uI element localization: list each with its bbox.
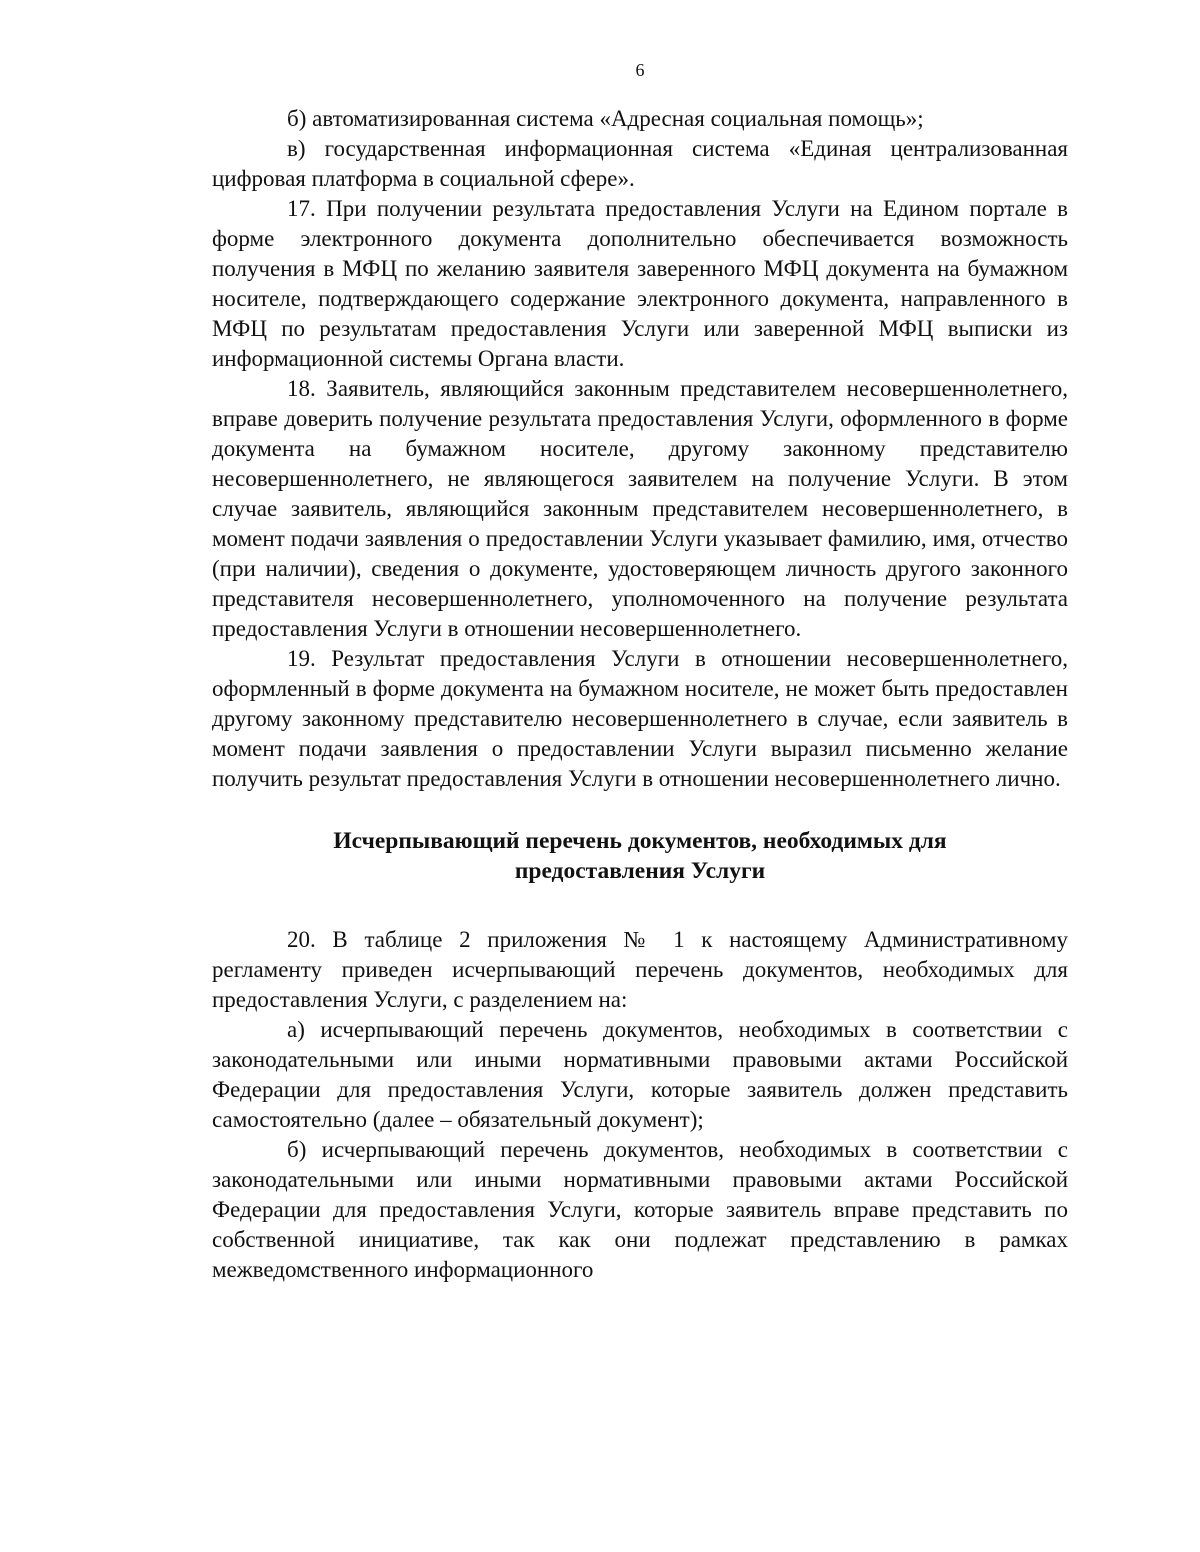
paragraph-18: 18. Заявитель, являющийся законным представителем несовершеннолетнего, вправе доверить получение результата предоставления Услуги, оформленного в форме документа на бумажном носителе, другому законному представителю несовершеннолетнего, не являющегося заявителем на получение Услуги. В этом случае заявитель, являющийся законным представителем несовершеннолетнего, в момент подачи заявления о предоставлении Услуги указывает фамилию, имя, отчество (при наличии), сведения о документе, удостоверяющем личность другого законного представителя несовершеннолетнего, уполномоченного на получение результата предоставления Услуги в отношении несовершеннолетнего. <box>212 376 1068 641</box>
section-heading <box>212 826 1068 886</box>
section-heading-line-2: предоставления Услуги <box>514 858 766 884</box>
page-number: 6 <box>635 60 645 80</box>
paragraph-20a: а) исчерпывающий перечень документов, необходимых в соответствии с законодательными или иными нормативными правовыми актами Российской Федерации для предоставления Услуги, которые заявитель должен представить самостоятельно (далее – обязательный документ); <box>212 1017 1068 1132</box>
paragraph-20b: б) исчерпывающий перечень документов, необходимых в соответствии с законодательными или иными нормативными правовыми актами Российской Федерации для предоставления Услуги, которые заявитель вправе представить по собственной инициативе, так как они подлежат представлению в рамках межведомственного информационного <box>212 1137 1068 1282</box>
paragraph-19: 19. Результат предоставления Услуги в отношении несовершеннолетнего, оформленный в форме документа на бумажном носителе, не может быть предоставлен другому законному представителю несовершеннолетнего в случае, если заявитель в момент подачи заявления о предоставлении Услуги выразил письменно желание получить результат предоставления Услуги в отношении несовершеннолетнего лично. <box>212 646 1068 791</box>
paragraph-16c: в) государственная информационная система «Единая централизованная цифровая платформа в социальной сфере». <box>212 136 1068 191</box>
document-body <box>212 104 1068 1285</box>
paragraph-20: 20. В таблице 2 приложения № 1 к настоящему Административному регламенту приведен исчерпывающий перечень документов, необходимых для предоставления Услуги, с разделением на: <box>212 927 1068 1012</box>
section-heading-line-1: Исчерпывающий перечень документов, необходимых для <box>333 828 947 854</box>
paragraph-17: 17. При получении результата предоставления Услуги на Едином портале в форме электронного документа дополнительно обеспечивается возможность получения в МФЦ по желанию заявителя заверенного МФЦ документа на бумажном носителе, подтверждающего содержание электронного документа, направленного в МФЦ по результатам предоставления Услуги или заверенной МФЦ выписки из информационной системы Органа власти. <box>212 196 1068 371</box>
paragraph-16b: б) автоматизированная система «Адресная социальная помощь»; <box>287 106 924 131</box>
